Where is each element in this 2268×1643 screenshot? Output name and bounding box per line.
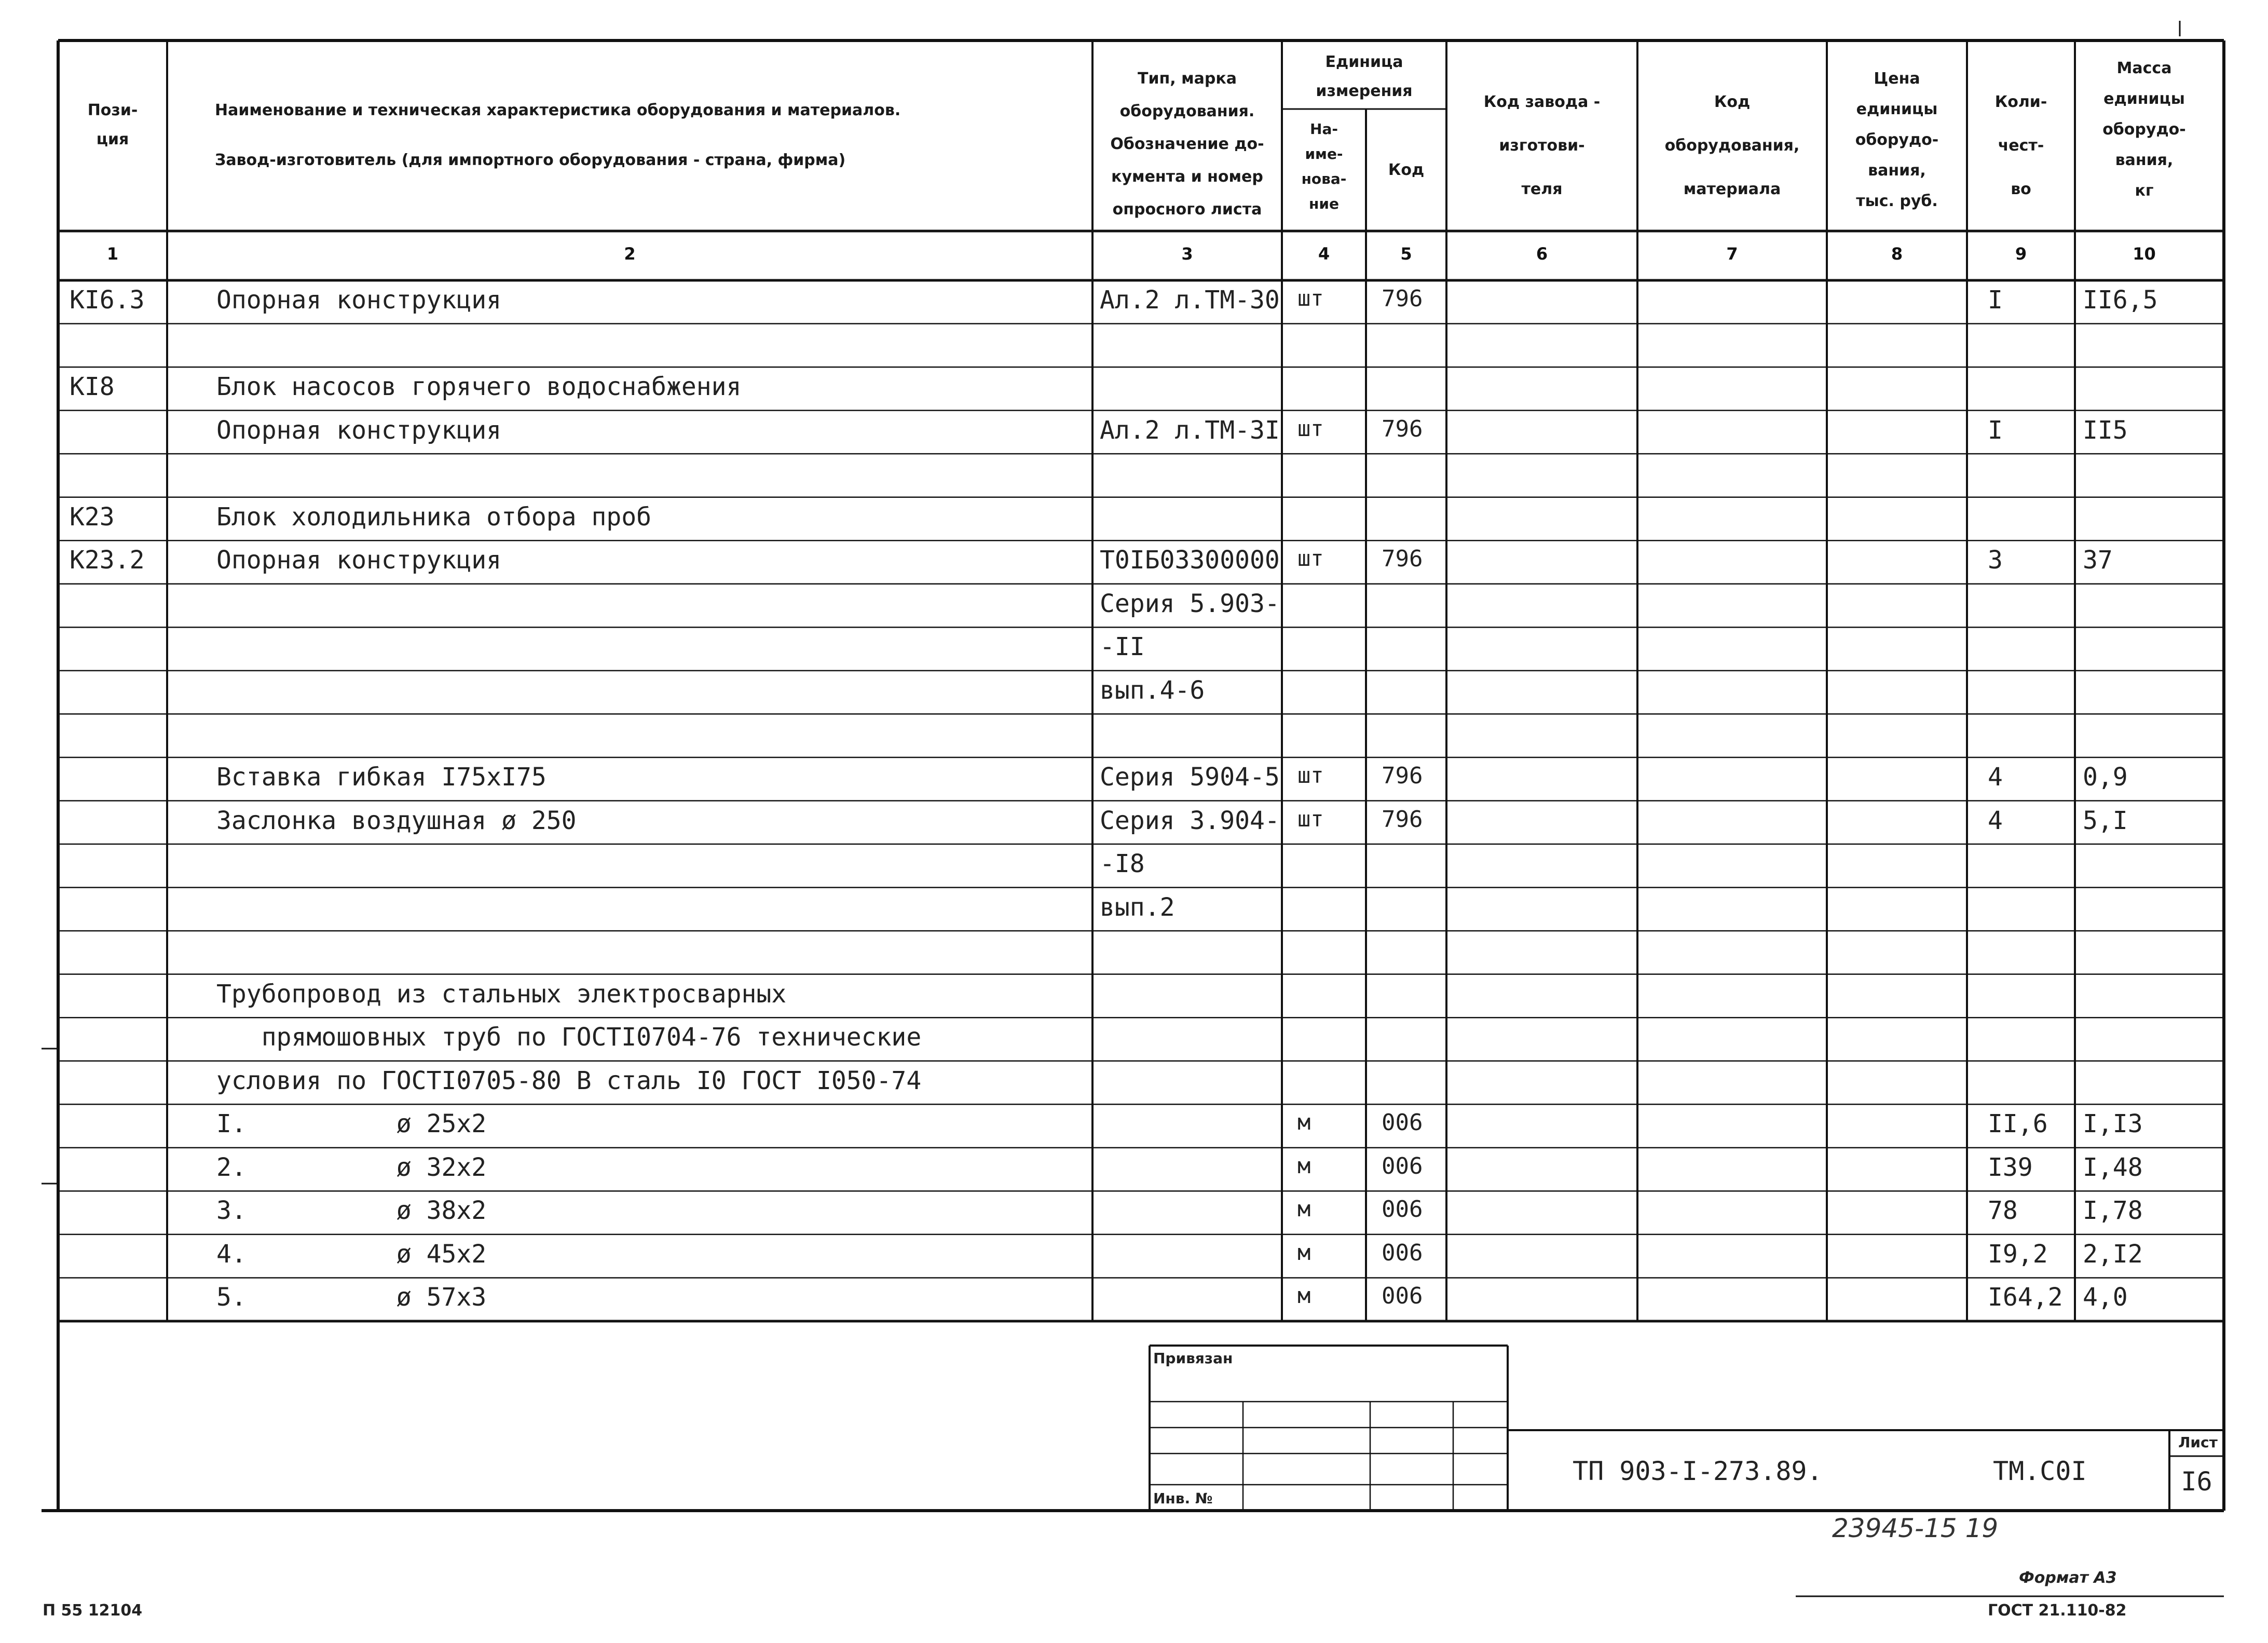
- unit-code-cell: 006: [1382, 1152, 1423, 1179]
- position-cell: К23: [70, 502, 115, 532]
- unit-code-cell: 796: [1382, 415, 1423, 442]
- name-cell: [216, 676, 1090, 714]
- unit-code-cell: [1382, 589, 1444, 628]
- name-cell: [216, 936, 1090, 974]
- header-unit-mass-line: вания,: [2115, 151, 2174, 169]
- mass-cell: [2083, 1023, 2211, 1061]
- mass-cell: 0,9: [2083, 762, 2128, 792]
- mass-cell: 4,0: [2083, 1283, 2128, 1312]
- header-position-line: ция: [96, 130, 129, 148]
- unit-cell: [1297, 719, 1363, 757]
- unit-code-cell: 006: [1382, 1109, 1423, 1136]
- header-maker-code-line: теля: [1521, 180, 1563, 198]
- mass-cell: 37: [2083, 546, 2113, 575]
- unit-cell: шт: [1297, 806, 1324, 832]
- document-cell: Ал.2 л.ТМ-3I: [1100, 415, 1280, 445]
- header-unit-code-line: Код: [1388, 161, 1425, 179]
- header-quantity-line: Коли-: [1994, 93, 2047, 111]
- position-cell: [70, 893, 163, 931]
- column-number: 5: [1400, 244, 1412, 264]
- header-name-line: Наименование и техническая характеристика оборудования и материалов.: [215, 101, 901, 119]
- unit-cell: м: [1297, 1239, 1311, 1265]
- header-unit-price-line: вания,: [1868, 161, 1926, 180]
- position-cell: [70, 1023, 163, 1061]
- name-cell: прямошовных труб по ГОСТI0704-76 технические: [216, 1023, 922, 1052]
- document-cell: [1100, 719, 1280, 757]
- position-cell: [70, 849, 163, 888]
- unit-cell: м: [1297, 1152, 1311, 1178]
- quantity-cell: I64,2: [1988, 1283, 2063, 1312]
- header-unit-group: [1282, 48, 1446, 106]
- unit-cell: [1297, 893, 1363, 931]
- unit-code-cell: [1382, 459, 1444, 497]
- name-cell: Опорная конструкция: [216, 415, 502, 445]
- quantity-cell: [1988, 719, 2072, 757]
- handwritten-number: 23945-15 19: [1832, 1513, 1999, 1543]
- header-unit-name-line: ние: [1309, 195, 1339, 212]
- position-cell: К23.2: [70, 546, 145, 575]
- mass-cell: [2083, 459, 2211, 497]
- unit-code-cell: [1382, 980, 1444, 1018]
- unit-cell: м: [1297, 1283, 1311, 1309]
- position-cell: [70, 416, 163, 454]
- document-cell: [1100, 329, 1280, 368]
- name-cell: I. ø 25x2: [216, 1109, 487, 1139]
- quantity-cell: 78: [1988, 1196, 2018, 1226]
- quantity-cell: [1988, 632, 2072, 671]
- position-cell: [70, 1283, 163, 1321]
- unit-code-cell: [1382, 893, 1444, 931]
- quantity-cell: [1988, 676, 2072, 714]
- unit-cell: [1297, 980, 1363, 1018]
- header-type-document-line: опросного листа: [1112, 200, 1262, 219]
- position-cell: [70, 980, 163, 1018]
- position-cell: [70, 589, 163, 628]
- document-cell: вып.2: [1100, 892, 1175, 922]
- document-cell: -I8: [1100, 849, 1145, 879]
- position-cell: КI8: [70, 372, 115, 402]
- header-equipment-code: [1637, 80, 1827, 211]
- document-cell: Серия 3.904-: [1100, 806, 1280, 835]
- name-cell: Опорная конструкция: [216, 546, 502, 575]
- quantity-cell: [1988, 893, 2072, 931]
- quantity-cell: I39: [1988, 1152, 2033, 1182]
- quantity-cell: [1988, 980, 2072, 1018]
- name-cell: Заслонка воздушная ø 250: [216, 806, 577, 835]
- unit-code-cell: [1382, 503, 1444, 541]
- mass-cell: [2083, 372, 2211, 411]
- mass-cell: [2083, 936, 2211, 974]
- document-cell: [1100, 936, 1280, 974]
- name-cell: [216, 329, 1090, 368]
- document-cell: [1100, 372, 1280, 411]
- column-number: 4: [1318, 244, 1330, 264]
- quantity-cell: II,6: [1988, 1109, 2048, 1139]
- position-cell: [70, 459, 163, 497]
- quantity-cell: [1988, 372, 2072, 411]
- header-unit-name-line: На-: [1310, 120, 1338, 138]
- header-unit-group-line: Единица: [1325, 53, 1403, 71]
- document-cell: [1100, 1153, 1280, 1191]
- header-type-document-line: Обозначение до-: [1110, 135, 1264, 153]
- unit-cell: [1297, 1023, 1363, 1061]
- document-cell: [1100, 1196, 1280, 1234]
- name-cell: 5. ø 57x3: [216, 1283, 487, 1312]
- sheet-label: Лист: [2178, 1434, 2218, 1451]
- position-cell: [70, 1196, 163, 1234]
- quantity-cell: [1988, 589, 2072, 628]
- mass-cell: [2083, 980, 2211, 1018]
- sheet-number: I6: [2181, 1467, 2212, 1497]
- footer-left-code: П 55 12104: [43, 1601, 143, 1620]
- mass-cell: 2,I2: [2083, 1239, 2143, 1269]
- unit-code-cell: [1382, 1066, 1444, 1105]
- name-cell: [216, 632, 1090, 671]
- name-cell: [216, 849, 1090, 888]
- unit-cell: [1297, 849, 1363, 888]
- header-quantity-line: чест-: [1998, 137, 2044, 155]
- quantity-cell: I9,2: [1988, 1239, 2048, 1269]
- position-cell: [70, 1153, 163, 1191]
- position-cell: [70, 1240, 163, 1278]
- name-cell: Опорная конструкция: [216, 286, 502, 315]
- mass-cell: [2083, 589, 2211, 628]
- name-cell: 3. ø 38x2: [216, 1196, 487, 1226]
- unit-code-cell: [1382, 936, 1444, 974]
- position-cell: [70, 1109, 163, 1148]
- header-quantity-line: во: [2011, 180, 2031, 198]
- header-unit-mass-line: Масса: [2116, 59, 2172, 77]
- header-equipment-code-line: оборудования,: [1664, 137, 1800, 155]
- unit-code-cell: 796: [1382, 762, 1423, 789]
- quantity-cell: [1988, 503, 2072, 541]
- quantity-cell: [1988, 936, 2072, 974]
- quantity-cell: [1988, 849, 2072, 888]
- name-cell: [216, 459, 1090, 497]
- header-unit-name: [1282, 117, 1366, 216]
- document-cell: [1100, 503, 1280, 541]
- document-cell: [1100, 459, 1280, 497]
- header-unit-name-line: име-: [1305, 145, 1343, 162]
- header-quantity: [1967, 80, 2075, 211]
- name-cell: Вставка гибкая I75xI75: [216, 762, 546, 792]
- unit-code-cell: [1382, 372, 1444, 411]
- position-cell: [70, 719, 163, 757]
- header-equipment-code-line: Код: [1714, 93, 1751, 111]
- unit-code-cell: [1382, 329, 1444, 368]
- mass-cell: 5,I: [2083, 806, 2128, 835]
- header-position: [58, 96, 167, 154]
- document-cell: вып.4-6: [1100, 675, 1205, 705]
- position-cell: [70, 676, 163, 714]
- header-unit-price-line: единицы: [1856, 100, 1938, 118]
- document-cell: [1100, 1109, 1280, 1148]
- document-cell: [1100, 1240, 1280, 1278]
- header-type-document-line: Тип, марка: [1138, 70, 1237, 88]
- mass-cell: [2083, 632, 2211, 671]
- unit-cell: [1297, 936, 1363, 974]
- mass-cell: [2083, 676, 2211, 714]
- header-maker-code-line: Код завода -: [1483, 93, 1601, 111]
- header-unit-price: [1827, 63, 1967, 216]
- position-cell: [70, 763, 163, 801]
- column-number: 3: [1181, 244, 1193, 264]
- standard-label: ГОСТ 21.110-82: [1988, 1601, 2127, 1620]
- unit-cell: шт: [1297, 762, 1324, 788]
- unit-cell: м: [1297, 1196, 1311, 1222]
- unit-code-cell: [1382, 849, 1444, 888]
- unit-cell: [1297, 676, 1363, 714]
- document-cell: Ал.2 л.ТМ-30: [1100, 286, 1280, 315]
- position-cell: КI6.3: [70, 286, 145, 315]
- mass-cell: [2083, 329, 2211, 368]
- unit-cell: м: [1297, 1109, 1311, 1135]
- quantity-cell: [1988, 1066, 2072, 1105]
- name-cell: Блок насосов горячего водоснабжения: [216, 372, 742, 402]
- format-label: Формат А3: [2019, 1569, 2117, 1587]
- name-cell: 4. ø 45x2: [216, 1239, 487, 1269]
- column-number: 6: [1536, 244, 1548, 264]
- column-number: 9: [2015, 244, 2027, 264]
- unit-code-cell: 796: [1382, 806, 1423, 833]
- unit-cell: [1297, 589, 1363, 628]
- inventory-label: Инв. №: [1153, 1490, 1213, 1507]
- position-cell: [70, 632, 163, 671]
- header-position-line: Пози-: [87, 101, 138, 119]
- quantity-cell: 4: [1988, 806, 2003, 835]
- header-unit-price-line: тыс. руб.: [1856, 192, 1938, 210]
- name-cell: 2. ø 32x2: [216, 1152, 487, 1182]
- bound-label: Привязан: [1153, 1350, 1233, 1367]
- mass-cell: [2083, 719, 2211, 757]
- document-cell: -II: [1100, 632, 1145, 662]
- header-unit-group-line: измерения: [1316, 82, 1413, 100]
- unit-cell: шт: [1297, 415, 1324, 441]
- position-cell: [70, 1066, 163, 1105]
- document-cell: [1100, 1066, 1280, 1105]
- header-unit-name-line: нова-: [1301, 170, 1347, 187]
- quantity-cell: [1988, 1023, 2072, 1061]
- header-unit-code: [1366, 156, 1446, 185]
- header-equipment-code-line: материала: [1683, 180, 1781, 198]
- document-cell: Серия 5.903-: [1100, 589, 1280, 618]
- name-cell: Трубопровод из стальных электросварных: [216, 979, 787, 1009]
- unit-cell: шт: [1297, 546, 1324, 572]
- document-cell: [1100, 980, 1280, 1018]
- document-cell: Т0IБ03300000: [1100, 546, 1280, 575]
- header-unit-mass-line: единицы: [2103, 90, 2185, 108]
- quantity-cell: 3: [1988, 546, 2003, 575]
- name-cell: [216, 893, 1090, 931]
- position-cell: [70, 329, 163, 368]
- position-cell: [70, 806, 163, 845]
- unit-code-cell: 006: [1382, 1239, 1423, 1266]
- header-maker-code: [1446, 80, 1637, 211]
- mass-cell: [2083, 849, 2211, 888]
- unit-cell: [1297, 329, 1363, 368]
- header-unit-mass-line: кг: [2135, 182, 2154, 200]
- column-number: 1: [106, 244, 119, 264]
- unit-code-cell: [1382, 1023, 1444, 1061]
- header-maker-code-line: изготови-: [1499, 137, 1585, 155]
- header-unit-mass-line: оборудо-: [2102, 120, 2186, 139]
- mass-cell: I,78: [2083, 1196, 2143, 1226]
- unit-code-cell: [1382, 632, 1444, 671]
- header-type-document-line: оборудования.: [1119, 102, 1255, 120]
- position-cell: [70, 936, 163, 974]
- unit-code-cell: [1382, 676, 1444, 714]
- unit-cell: [1297, 503, 1363, 541]
- column-number: 2: [624, 244, 636, 264]
- header-type-document: [1098, 62, 1277, 226]
- unit-code-cell: 006: [1382, 1196, 1423, 1223]
- unit-cell: [1297, 632, 1363, 671]
- column-number: 10: [2133, 244, 2156, 264]
- quantity-cell: I: [1988, 415, 2003, 445]
- header-unit-mass: [2075, 53, 2214, 206]
- header-unit-price-line: Цена: [1874, 70, 1920, 88]
- header-name: [215, 86, 1092, 185]
- document-cell: Серия 5904-5: [1100, 762, 1280, 792]
- header-name-line: Завод-изготовитель (для импортного оборудования - страна, фирма): [215, 151, 846, 169]
- name-cell: Блок холодильника отбора проб: [216, 502, 652, 532]
- document-cell: [1100, 1023, 1280, 1061]
- header-unit-price-line: оборудо-: [1855, 131, 1939, 149]
- document-cell: [1100, 1283, 1280, 1321]
- name-cell: условия по ГОСТI0705-80 В сталь I0 ГОСТ I050-74: [216, 1066, 922, 1095]
- mass-cell: [2083, 1066, 2211, 1105]
- quantity-cell: 4: [1988, 762, 2003, 792]
- header-type-document-line: кумента и номер: [1111, 168, 1263, 186]
- unit-code-cell: 006: [1382, 1283, 1423, 1310]
- mass-cell: [2083, 503, 2211, 541]
- unit-code-cell: 796: [1382, 546, 1423, 573]
- document-code: ТМ.С0I: [1993, 1456, 2087, 1486]
- unit-cell: [1297, 459, 1363, 497]
- project-code: ТП 903-I-273.89.: [1573, 1456, 1823, 1486]
- name-cell: [216, 719, 1090, 757]
- unit-cell: шт: [1297, 286, 1324, 311]
- column-number: 8: [1891, 244, 1903, 264]
- mass-cell: [2083, 893, 2211, 931]
- column-number: 7: [1726, 244, 1738, 264]
- mass-cell: II5: [2083, 415, 2128, 445]
- quantity-cell: I: [1988, 286, 2003, 315]
- quantity-cell: [1988, 459, 2072, 497]
- mass-cell: I,I3: [2083, 1109, 2143, 1139]
- quantity-cell: [1988, 329, 2072, 368]
- unit-code-cell: 796: [1382, 286, 1423, 312]
- unit-code-cell: [1382, 719, 1444, 757]
- mass-cell: I,48: [2083, 1152, 2143, 1182]
- unit-cell: [1297, 1066, 1363, 1105]
- mass-cell: II6,5: [2083, 286, 2158, 315]
- name-cell: [216, 589, 1090, 628]
- unit-cell: [1297, 372, 1363, 411]
